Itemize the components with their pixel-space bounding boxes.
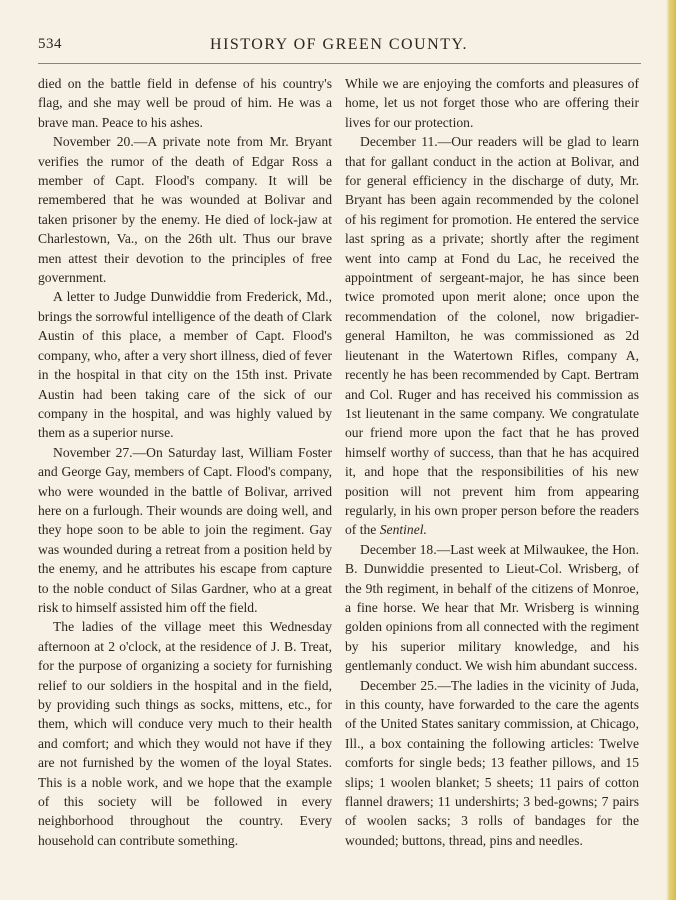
paragraph: December 25.—The ladies in the vicinity of Juda, in this county, have forwarded to the care the agents of the United States sanitary commission, at Chicago, Ill., a box containing the following articles: Twelve comforts for single beds; 13 feather pillows, and 15 slips; 1 woolen blanket; 5 sheets; 11 pairs of cotton flannel drawers; 11 undershirts; 3 bed-gowns; 7 pairs of woolen sacks; 3 rolls of bandages for the wounded; buttons, thread, pins and needles. <box>345 677 639 848</box>
paragraph: November 20.—A private note from Mr. Bryant verifies the rumor of the death of Edgar Ross a member of Capt. Flood's company. It will be remembered that he was wounded at Bolivar and taken prisoner by the enemy. He died of lock-jaw at Charlestown, Va., on the 26th ult. Thus our brave men attest their devotion to the principles of free government. <box>38 134 332 286</box>
paragraph: died on the battle field in defense of his country's flag, and she may well be proud of him. He was a brave man. Peace to his ashes. <box>38 76 332 130</box>
page-header <box>38 36 640 58</box>
right-column <box>345 74 639 850</box>
source-citation: Sentinel. <box>379 522 427 538</box>
paragraph: November 27.—On Saturday last, William Foster and George Gay, members of Capt. Flood's company, who were wounded in the battle of Bolivar, arrived here on a furlough. Their wounds are doing well, and they hope soon to be able to join the regiment. Gay was wounded during a retreat from a position held by the enemy, and he attributes his escape from capture to the noble conduct of Silas Gardner, who at a great risk to himself assisted him off the field. <box>38 444 332 615</box>
header-rule <box>38 63 641 64</box>
paragraph: December 18.—Last week at Milwaukee, the Hon. B. Dunwiddie presented to Lieut-Col. Wrisberg, of the 9th regiment, in behalf of the citizens of Monroe, a fine horse. We hear that Mr. Wrisberg is winning golden opinions from all connected with the regiment by his superior military knowledge, and his gentlemanly conduct. We wish him abundant success. <box>345 541 639 674</box>
paragraph: A letter to Judge Dunwiddie from Frederick, Md., brings the sorrowful intelligence of the death of Clark Austin of this place, a member of Capt. Flood's company, who, after a very short illness, died of fever in the hospital in that city on the 15th inst. Private Austin had been taking care of the sick of our company in the hospital, and was highly valued by them as a superior nurse. <box>38 289 332 441</box>
paragraph-text: December 11.—Our readers will be glad to learn that for gallant conduct in the action at Bolivar, and for general efficiency in the discharge of duty, Mr. Bryant has been again recommended by the colonel of his regiment for promotion. He entered the service last spring as a private; shortly after the regiment went into camp at Fond du Lac, he received the appointment of sergeant-major, he has since been twice promoted upon merit alone; once upon the recommendation of the colonel, now brigadier-general Hamilton, he was commissioned as 2d lieutenant in the Watertown Rifles, company A, recently he has been recommended by Capt. Bertram and Col. Ruger and has received his commission as 1st lieutenant in the same company. We congratulate our friend more upon the fact that he has proved himself worthy of success, than that he has acquired it, and hope that the responsibilities of his new position will not prevent him from appearing regularly, in his own proper person before the readers of the <box>345 134 639 538</box>
paragraph: The ladies of the village meet this Wednesday afternoon at 2 o'clock, at the residence of J. B. Treat, for the purpose of organizing a society for furnishing relief to our soldiers in the hospital and in the field, by providing such things as socks, mittens, etc., for them, which will conduce very much to their health and comfort; and which they would not have if they are not furnished by the women of the loyal States. This is a noble work, and we hope that the example of this society will be followed in every neighborhood throughout the country. Every household can contribute something. <box>38 619 332 848</box>
left-column <box>38 74 332 850</box>
running-title: HISTORY OF GREEN COUNTY. <box>210 36 468 53</box>
paragraph: While we are enjoying the comforts and pleasures of home, let us not forget those who are offering their lives for our protection. <box>345 76 639 130</box>
page-number: 534 <box>38 36 62 52</box>
paragraph <box>345 132 639 540</box>
page-edge <box>666 0 676 900</box>
